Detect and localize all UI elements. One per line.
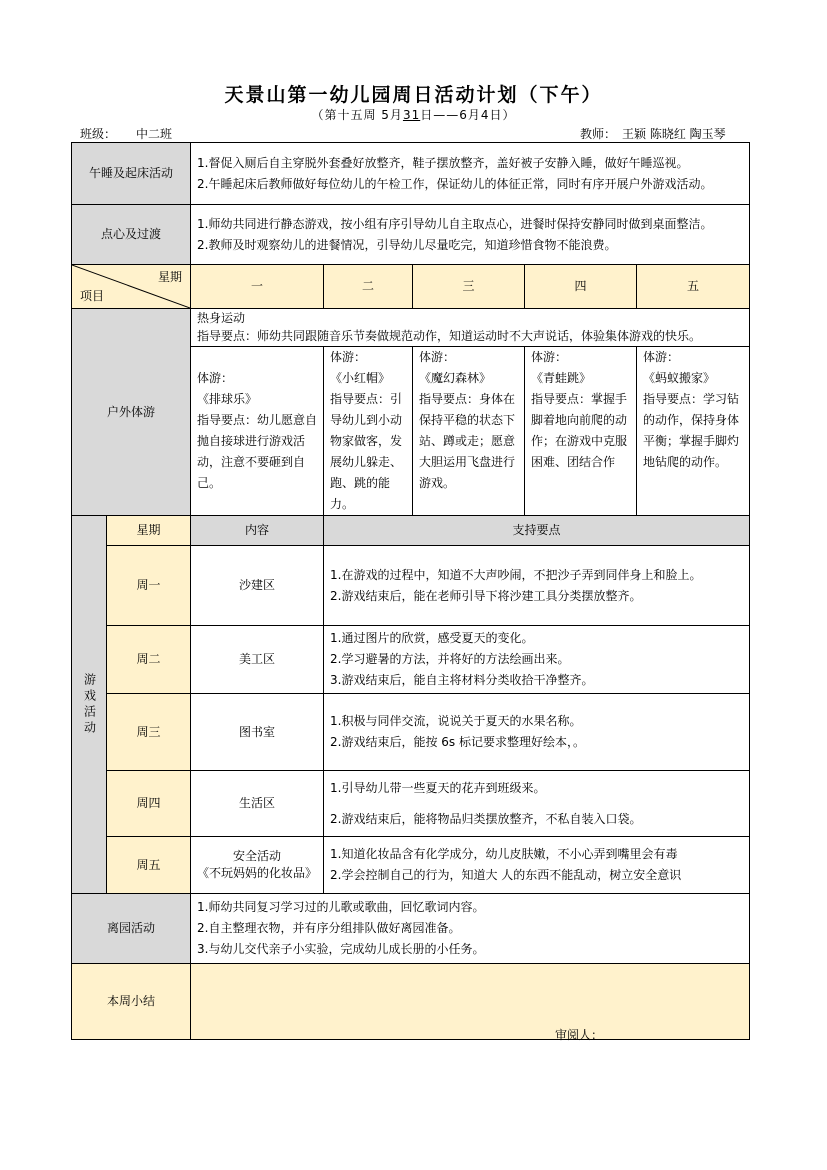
games-col-day: 星期: [107, 516, 191, 546]
point-line: 2.游戏结束后，能在老师引导下将沙建工具分类摆放整齐。: [330, 588, 642, 603]
games-content: 美工区: [191, 626, 324, 694]
corner-item-label: 项目: [80, 289, 105, 303]
point-line: 1.积极与同伴交流，说说关于夏天的水果名称。: [330, 714, 582, 728]
leave-content: [191, 894, 750, 964]
games-points: [324, 546, 750, 626]
leave-line: 2.自主整理衣物，并有序分组排队做好离园准备。: [197, 921, 461, 935]
game-guide: 指导要点：幼儿愿意自抛自接球进行游戏活动，注意不要砸到自己。: [197, 413, 318, 490]
outdoor-day-cell: [637, 347, 750, 516]
warmup-content: [191, 309, 750, 347]
games-day: 周一: [107, 546, 191, 626]
point-line: 2.学会控制自己的行为，知道大 人的东西不能乱动，树立安全意识: [330, 868, 682, 882]
games-day: 周三: [107, 694, 191, 771]
games-day: 周五: [107, 837, 191, 894]
games-points: [324, 771, 750, 837]
outdoor-day-cell: [191, 347, 324, 516]
leave-row: [72, 894, 750, 964]
reviewer-label: 审阅人：: [555, 1028, 604, 1042]
point-line: 2.学习避暑的方法，并将好的方法绘画出来。: [330, 652, 570, 666]
games-content-line: 安全活动: [233, 849, 282, 863]
snack-line: 1.师幼共同进行静态游戏，按小组有序引导幼儿自主取点心，进餐时保持安静同时做到桌面整洁。: [197, 216, 713, 231]
corner-weekday-label: 星期: [158, 270, 183, 284]
week-range-suffix: 日——6月4日）: [420, 108, 516, 122]
point-line: 2.游戏结束后，能将物品归类摆放整齐，不私自装入口袋。: [330, 811, 642, 826]
point-line: 3.游戏结束后，能自主将材料分类收拾干净整齐。: [330, 673, 594, 687]
games-content: 沙建区: [191, 546, 324, 626]
point-line: 1.引导幼儿带一些夏天的花卉到班级来。: [330, 780, 546, 795]
day-header: 三: [413, 265, 525, 309]
leave-line: 3.与幼儿交代亲子小实验，完成幼儿成长册的小任务。: [197, 942, 485, 956]
games-points: [324, 837, 750, 894]
point-line: 1.知道化妆品含有化学成分，幼儿皮肤嫩，不小心弄到嘴里会有毒: [330, 847, 678, 861]
point-line: 2.游戏结束后，能按 6s 标记要求整理好绘本，。: [330, 735, 585, 749]
games-label: 游戏活动: [82, 672, 97, 737]
outdoor-warmup-row: [72, 309, 750, 347]
leave-line: 1.师幼共同复习学习过的儿歌或歌曲，回忆歌词内容。: [197, 900, 485, 914]
snack-line: 2.教师及时观察幼儿的进餐情况，引导幼儿尽量吃完，知道珍惜食物不能浪费。: [197, 237, 617, 252]
leave-label: 离园活动: [72, 894, 191, 964]
game-guide: 指导要点：掌握手脚着地向前爬的动作；在游戏中克服困难、团结合作: [531, 392, 628, 469]
day-header: 五: [637, 265, 750, 309]
games-points: [324, 694, 750, 771]
game-name: 《小红帽》: [330, 371, 391, 385]
games-content: 生活区: [191, 771, 324, 837]
class-label: 班级：: [80, 127, 117, 141]
game-guide: 指导要点：身体在保持平稳的状态下站、蹲或走；愿意大胆运用飞盘进行游戏。: [419, 392, 516, 490]
class-info: [80, 125, 186, 143]
games-col-points: 支持要点: [324, 516, 750, 546]
game-guide: 指导要点：引导幼儿到小动物家做客，发展幼儿躲走、跑、跳的能力。: [330, 392, 403, 511]
game-name: 《排球乐》: [197, 392, 258, 406]
games-day: 周四: [107, 771, 191, 837]
games-row: [72, 837, 750, 894]
game-type: 体游：: [330, 350, 367, 364]
nap-content: [191, 143, 750, 205]
teacher-info: [580, 125, 728, 143]
day-header: 四: [525, 265, 637, 309]
day-header: 一: [191, 265, 324, 309]
games-row: [72, 694, 750, 771]
outdoor-day-cell: [413, 347, 525, 516]
games-content: [191, 837, 324, 894]
week-header-row: [72, 265, 750, 309]
games-row: [72, 546, 750, 626]
game-guide: 指导要点：学习钻的动作，保持身体平衡；掌握手脚灼地钻爬的动作。: [643, 392, 740, 469]
day-header: 二: [324, 265, 413, 309]
snack-content: [191, 205, 750, 265]
outdoor-day-cell: [525, 347, 637, 516]
nap-line: 1.督促入厕后自主穿脱外套叠好放整齐，鞋子摆放整齐，盖好被子安静入睡，做好午睡巡视。: [197, 155, 689, 170]
game-name: 《魔幻森林》: [419, 371, 492, 385]
nap-line: 2.午睡起床后教师做好每位幼儿的午检工作，保证幼儿的体征正常，同时有序开展户外游戏活动。: [197, 176, 713, 191]
teacher-value: 王颖 陈晓红 陶玉琴: [616, 125, 728, 143]
snack-row: [72, 205, 750, 265]
games-content: 图书室: [191, 694, 324, 771]
snack-label: 点心及过渡: [72, 205, 191, 265]
page-title: 天景山第一幼儿园周日活动计划（下午）: [224, 84, 603, 106]
week-range: [0, 106, 827, 123]
game-type: 体游：: [197, 371, 234, 385]
game-name: 《青蛙跳》: [531, 371, 592, 385]
point-line: 1.在游戏的过程中，知道不大声吵闹，不把沙子弄到同伴身上和脸上。: [330, 567, 702, 582]
outdoor-day-cell: [324, 347, 413, 516]
summary-row: [72, 964, 750, 1040]
teacher-label: 教师：: [580, 127, 617, 141]
warmup-title: 热身运动: [197, 311, 246, 325]
game-type: 体游：: [419, 350, 456, 364]
class-value: 中二班: [116, 125, 186, 143]
games-label-cell: [72, 516, 107, 894]
games-row: [72, 771, 750, 837]
games-content-line: 《不玩妈妈的化妆品》: [197, 866, 318, 880]
nap-row: [72, 143, 750, 205]
games-row: [72, 626, 750, 694]
warmup-text: 指导要点：师幼共同跟随音乐节奏做规范动作，知道运动时不大声说话，体验集体游戏的快乐。: [197, 329, 702, 343]
game-type: 体游：: [531, 350, 568, 364]
games-points: [324, 626, 750, 694]
activity-plan-table: [71, 142, 750, 1040]
diagonal-header-cell: [72, 265, 191, 309]
games-header-row: [72, 516, 750, 546]
week-range-day: 31: [402, 108, 421, 122]
games-col-content: 内容: [191, 516, 324, 546]
summary-label: 本周小结: [72, 964, 191, 1040]
nap-label: 午睡及起床活动: [72, 143, 191, 205]
point-line: 1.通过图片的欣赏，感受夏天的变化。: [330, 631, 534, 645]
week-range-prefix: （第十五周 5月: [311, 108, 403, 122]
outdoor-label: 户外体游: [72, 309, 191, 516]
game-name: 《蚂蚁搬家》: [643, 371, 716, 385]
game-type: 体游：: [643, 350, 680, 364]
summary-content[interactable]: [191, 964, 750, 1040]
games-day: 周二: [107, 626, 191, 694]
